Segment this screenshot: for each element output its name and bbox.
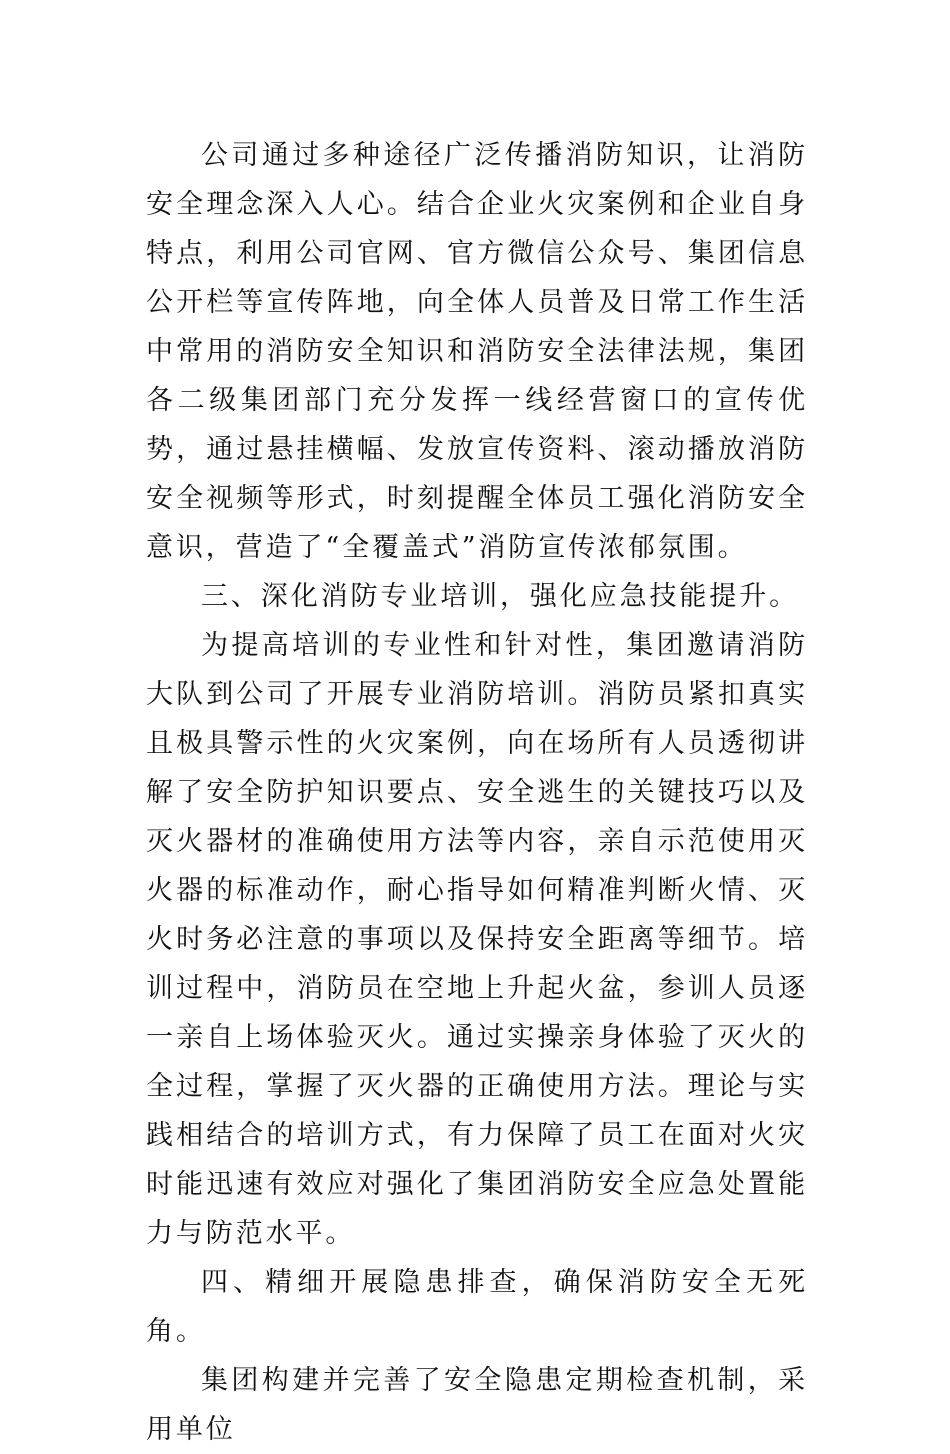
paragraph-hazard-inspection: 集团构建并完善了安全隐患定期检查机制，采用单位 [146, 1365, 808, 1445]
paragraph-training: 为提高培训的专业性和针对性，集团邀请消防大队到公司了开展专业消防培训。消防员紧扣真实且极具警示性的火灾案例，向在场所有人员透彻讲解了安全防护知识要点、安全逃生的关键技巧以及灭火器材的准确使用方法等内容，亲自示范使用灭火器的标准动作，耐心指导如何精准判断火情、灭火时务必注意的事项以及保持安全距离等细节。培训过程中，消防员在空地上升起火盆，参训人员逐一亲自上场体验灭火。通过实操亲身体验了灭火的全过程，掌握了灭火器的正确使用方法。理论与实践相结合的培训方式，有力保障了员工在面对火灾时能迅速有效应对强化了集团消防安全应急处置能力与防范水平。 [146, 630, 808, 1249]
document-body [146, 131, 808, 1454]
section-heading-training: 三、深化消防专业培训，强化应急技能提升。 [201, 581, 799, 612]
section-heading-hazard-inspection: 四、精细开展隐患排查，确保消防安全无死角。 [146, 1267, 808, 1347]
paragraph-publicity: 公司通过多种途径广泛传播消防知识，让消防安全理念深入人心。结合企业火灾案例和企业自身特点，利用公司官网、官方微信公众号、集团信息公开栏等宣传阵地，向全体人员普及日常工作生活中常用的消防安全知识和消防安全法律法规，集团各二级集团部门充分发挥一线经营窗口的宣传优势，通过悬挂横幅、发放宣传资料、滚动播放消防安全视频等形式，时刻提醒全体员工强化消防安全意识，营造了“全覆盖式”消防宣传浓郁氛围。 [146, 140, 808, 563]
